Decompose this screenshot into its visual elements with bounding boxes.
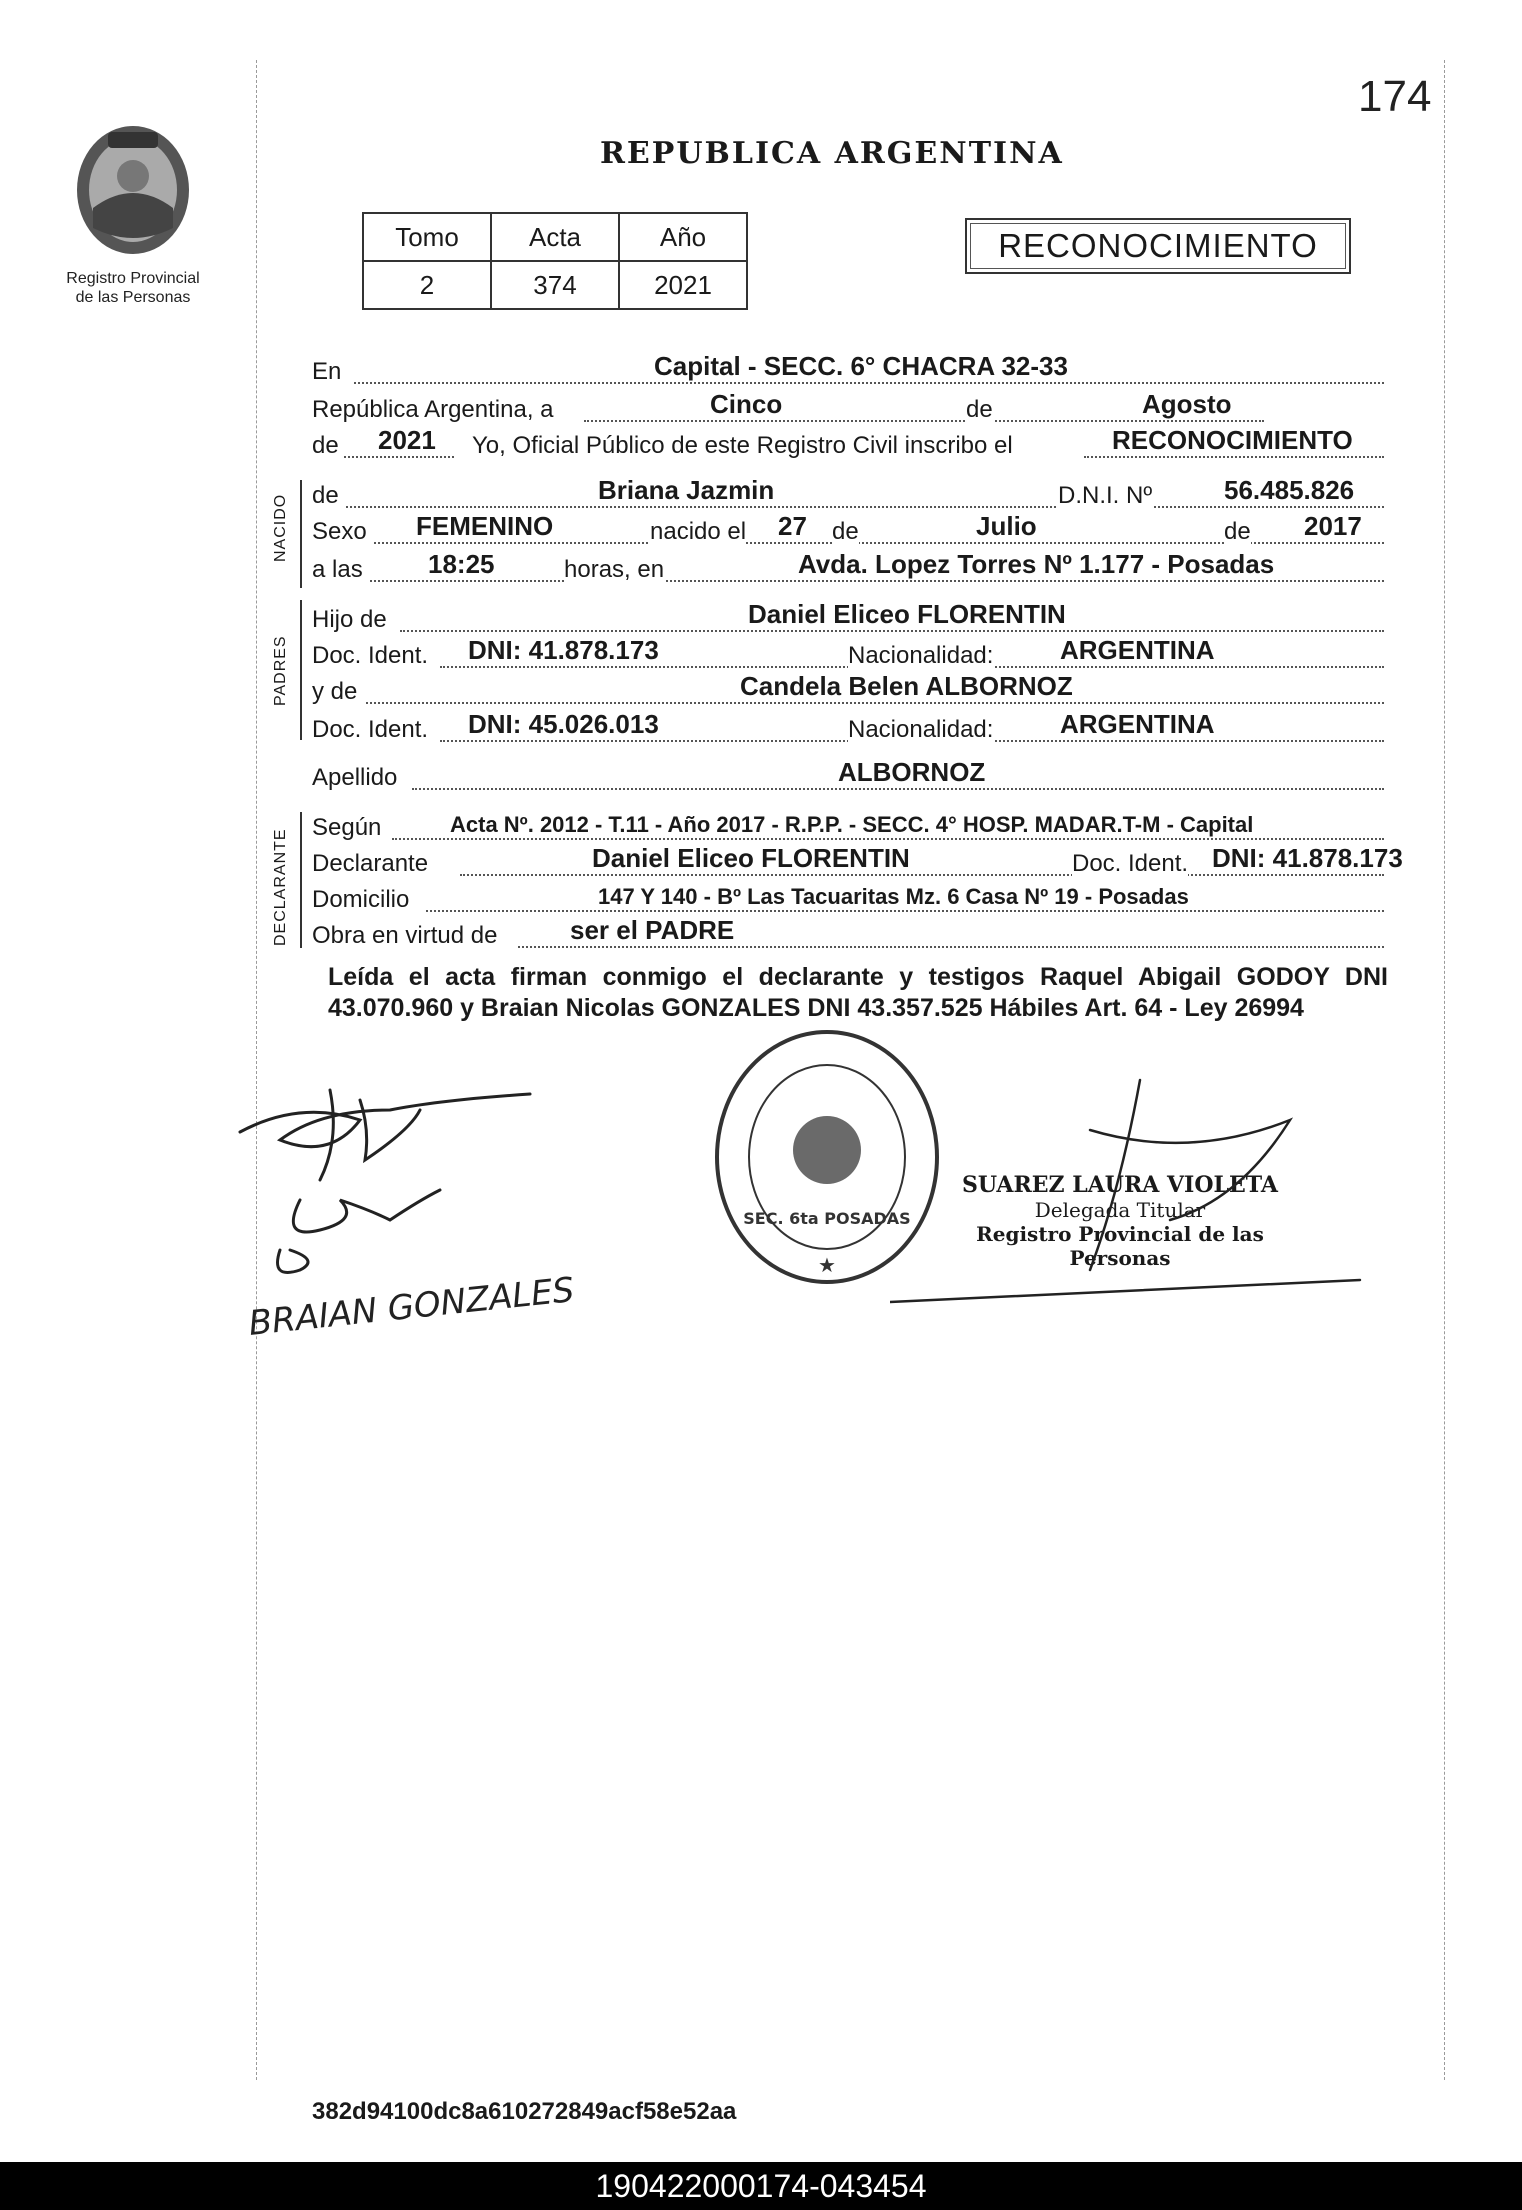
- value-nombre: Briana Jazmin: [598, 475, 775, 505]
- label-de-nombre: de: [312, 482, 339, 509]
- label-de-anio2: de: [1224, 518, 1251, 545]
- label-de-mes: de: [966, 396, 993, 423]
- document-hash: 382d94100dc8a610272849acf58e52aa: [312, 2098, 737, 2125]
- value-dni: 56.485.826: [1224, 475, 1355, 505]
- row-lugar: [312, 351, 1412, 388]
- value-obra: ser el PADRE: [570, 915, 735, 945]
- record-table-header: Tomo: [363, 213, 491, 261]
- label-republica: República Argentina, a: [312, 396, 554, 423]
- record-table-cell: 2021: [619, 261, 747, 309]
- dotted-line: [370, 580, 1384, 582]
- label-dni: D.N.I. Nº: [1058, 482, 1153, 509]
- value-madre-doc: DNI: 45.026.013: [468, 709, 659, 739]
- value-lugar-nac: Avda. Lopez Torres Nº 1.177 - Posadas: [798, 549, 1275, 579]
- record-table-header: Año: [619, 213, 747, 261]
- label-nacionalidad: Nacionalidad:: [848, 716, 994, 743]
- value-lugar: Capital - SECC. 6° CHACRA 32-33: [654, 351, 1068, 381]
- dotted-line: [584, 420, 1264, 422]
- handwritten-name: BRAIAN GONZALES: [246, 1270, 576, 1344]
- value-dia: Cinco: [710, 389, 783, 419]
- value-padre: Daniel Eliceo FLORENTIN: [748, 599, 1066, 629]
- dotted-line: [346, 506, 1384, 508]
- row-hora: [312, 549, 1412, 586]
- side-label-padres: PADRES: [272, 635, 289, 706]
- label-nacionalidad: Nacionalidad:: [848, 642, 994, 669]
- label-de-dia: de: [832, 518, 859, 545]
- label-declarante: Declarante: [312, 850, 429, 877]
- record-table-header: Acta: [491, 213, 619, 261]
- provincial-seal-icon: [68, 118, 198, 258]
- row-domicilio: [312, 882, 1412, 916]
- label-hijo-de: Hijo de: [312, 606, 387, 633]
- side-label-declarante: DECLARANTE: [272, 828, 289, 946]
- document-title: REPUBLICA ARGENTINA: [600, 136, 1064, 171]
- value-apellido: ALBORNOZ: [838, 757, 986, 787]
- value-hora: 18:25: [428, 549, 495, 579]
- label-sexo: Sexo: [312, 518, 367, 545]
- label-domicilio: Domicilio: [312, 886, 410, 913]
- page-number: 174: [1358, 72, 1432, 121]
- label-en: En: [312, 358, 342, 385]
- value-mes: Agosto: [1142, 389, 1232, 419]
- dotted-line: [412, 788, 1384, 790]
- registry-logo: [58, 118, 208, 307]
- label-doc-ident: Doc. Ident.: [312, 642, 429, 669]
- value-madre-nac: ARGENTINA: [1060, 709, 1215, 739]
- handwritten-signatures: [220, 1070, 700, 1350]
- row-declarante: [312, 843, 1412, 880]
- value-nac-anio: 2017: [1304, 511, 1362, 541]
- row-segun: [312, 810, 1412, 844]
- footer-code-bar: 190422000174-043454: [0, 2162, 1522, 2210]
- dotted-line: [366, 702, 1384, 704]
- label-apellido: Apellido: [312, 764, 398, 791]
- record-table-header-row: [363, 213, 747, 261]
- value-declarante: Daniel Eliceo FLORENTIN: [592, 843, 910, 873]
- witness-signature-stroke: [293, 1190, 440, 1232]
- record-table-cell: 2: [363, 261, 491, 309]
- value-padre-doc: DNI: 41.878.173: [468, 635, 659, 665]
- official-name: SUAREZ LAURA VIOLETA: [962, 1172, 1278, 1198]
- value-anio: 2021: [378, 425, 436, 455]
- section-bar-declarante: [300, 812, 302, 948]
- dotted-line: [354, 382, 1384, 384]
- row-padre-doc: [312, 635, 1412, 672]
- dotted-line: [1084, 456, 1384, 458]
- logo-caption-line2: de las Personas: [75, 289, 191, 306]
- row-fecha: [312, 389, 1412, 426]
- dotted-line: [460, 874, 1384, 876]
- value-declarante-doc: DNI: 41.878.173: [1212, 843, 1403, 873]
- label-horas: horas, en: [564, 556, 665, 583]
- record-type-box: RECONOCIMIENTO: [965, 218, 1351, 274]
- label-a-las: a las: [312, 556, 363, 583]
- value-padre-nac: ARGENTINA: [1060, 635, 1215, 665]
- coat-of-arms-icon: [793, 1116, 861, 1184]
- value-acto: RECONOCIMIENTO: [1112, 425, 1353, 455]
- label-y-de: y de: [312, 678, 358, 705]
- dotted-line: [518, 946, 1384, 948]
- official-role: Delegada Titular: [1034, 1198, 1206, 1222]
- row-acto: [312, 425, 1412, 462]
- side-label-nacido: NACIDO: [272, 493, 289, 562]
- row-madre-doc: [312, 709, 1412, 746]
- section-bar-padres: [300, 600, 302, 740]
- row-padre: [312, 599, 1412, 636]
- section-bar-nacido: [300, 480, 302, 588]
- official-signature: [890, 1070, 1370, 1310]
- label-nacido: nacido el: [650, 518, 747, 545]
- row-sexo: [312, 511, 1412, 548]
- value-segun: Acta Nº. 2012 - T.11 - Año 2017 - R.P.P. - SECC. 4° HOSP. MADAR.T-M - Capital: [450, 812, 1254, 837]
- value-domicilio: 147 Y 140 - Bº Las Tacuaritas Mz. 6 Casa Nº 19 - Posadas: [598, 884, 1189, 909]
- label-yo: Yo, Oficial Público de este Registro Civil inscribo el: [472, 432, 1013, 459]
- witness-signature-stroke: [278, 1250, 309, 1273]
- record-table: [362, 212, 748, 310]
- row-apellido: [312, 757, 1412, 794]
- logo-caption-line1: Registro Provincial: [66, 270, 200, 287]
- declarante-signature-stroke: [240, 1094, 530, 1147]
- row-madre: [312, 671, 1412, 708]
- closing-statement: Leída el acta firman conmigo el declarante y testigos Raquel Abigail GODOY DNI 43.070.960 y Braian Nicolas GONZALES DNI 43.357.525 Hábiles Art. 64 - Ley 26994: [328, 963, 1388, 1022]
- label-doc-ident: Doc. Ident.: [312, 716, 429, 743]
- label-doc-ident2: Doc. Ident.: [1072, 850, 1189, 877]
- row-obra: [312, 915, 1412, 952]
- declarante-signature-stroke: [320, 1090, 420, 1180]
- dotted-line: [400, 630, 1384, 632]
- value-nac-mes: Julio: [976, 511, 1037, 541]
- dotted-line: [392, 838, 1384, 840]
- right-margin-line: [1444, 60, 1445, 2080]
- row-nombre: [312, 475, 1412, 512]
- record-table-cell: 374: [491, 261, 619, 309]
- dotted-line: [344, 456, 454, 458]
- label-de-anio: de: [312, 432, 339, 459]
- value-sexo: FEMENINO: [416, 511, 554, 541]
- dotted-line: [426, 910, 1384, 912]
- stamp-inner-text: SEC. 6ta POSADAS: [743, 1209, 911, 1228]
- label-segun: Según: [312, 814, 382, 841]
- value-madre: Candela Belen ALBORNOZ: [740, 671, 1073, 701]
- label-obra: Obra en virtud de: [312, 922, 498, 949]
- star-icon: ★: [818, 1255, 836, 1277]
- official-office: Registro Provincial de las Personas: [976, 1222, 1264, 1270]
- value-nac-dia: 27: [778, 511, 807, 541]
- record-table-value-row: [363, 261, 747, 309]
